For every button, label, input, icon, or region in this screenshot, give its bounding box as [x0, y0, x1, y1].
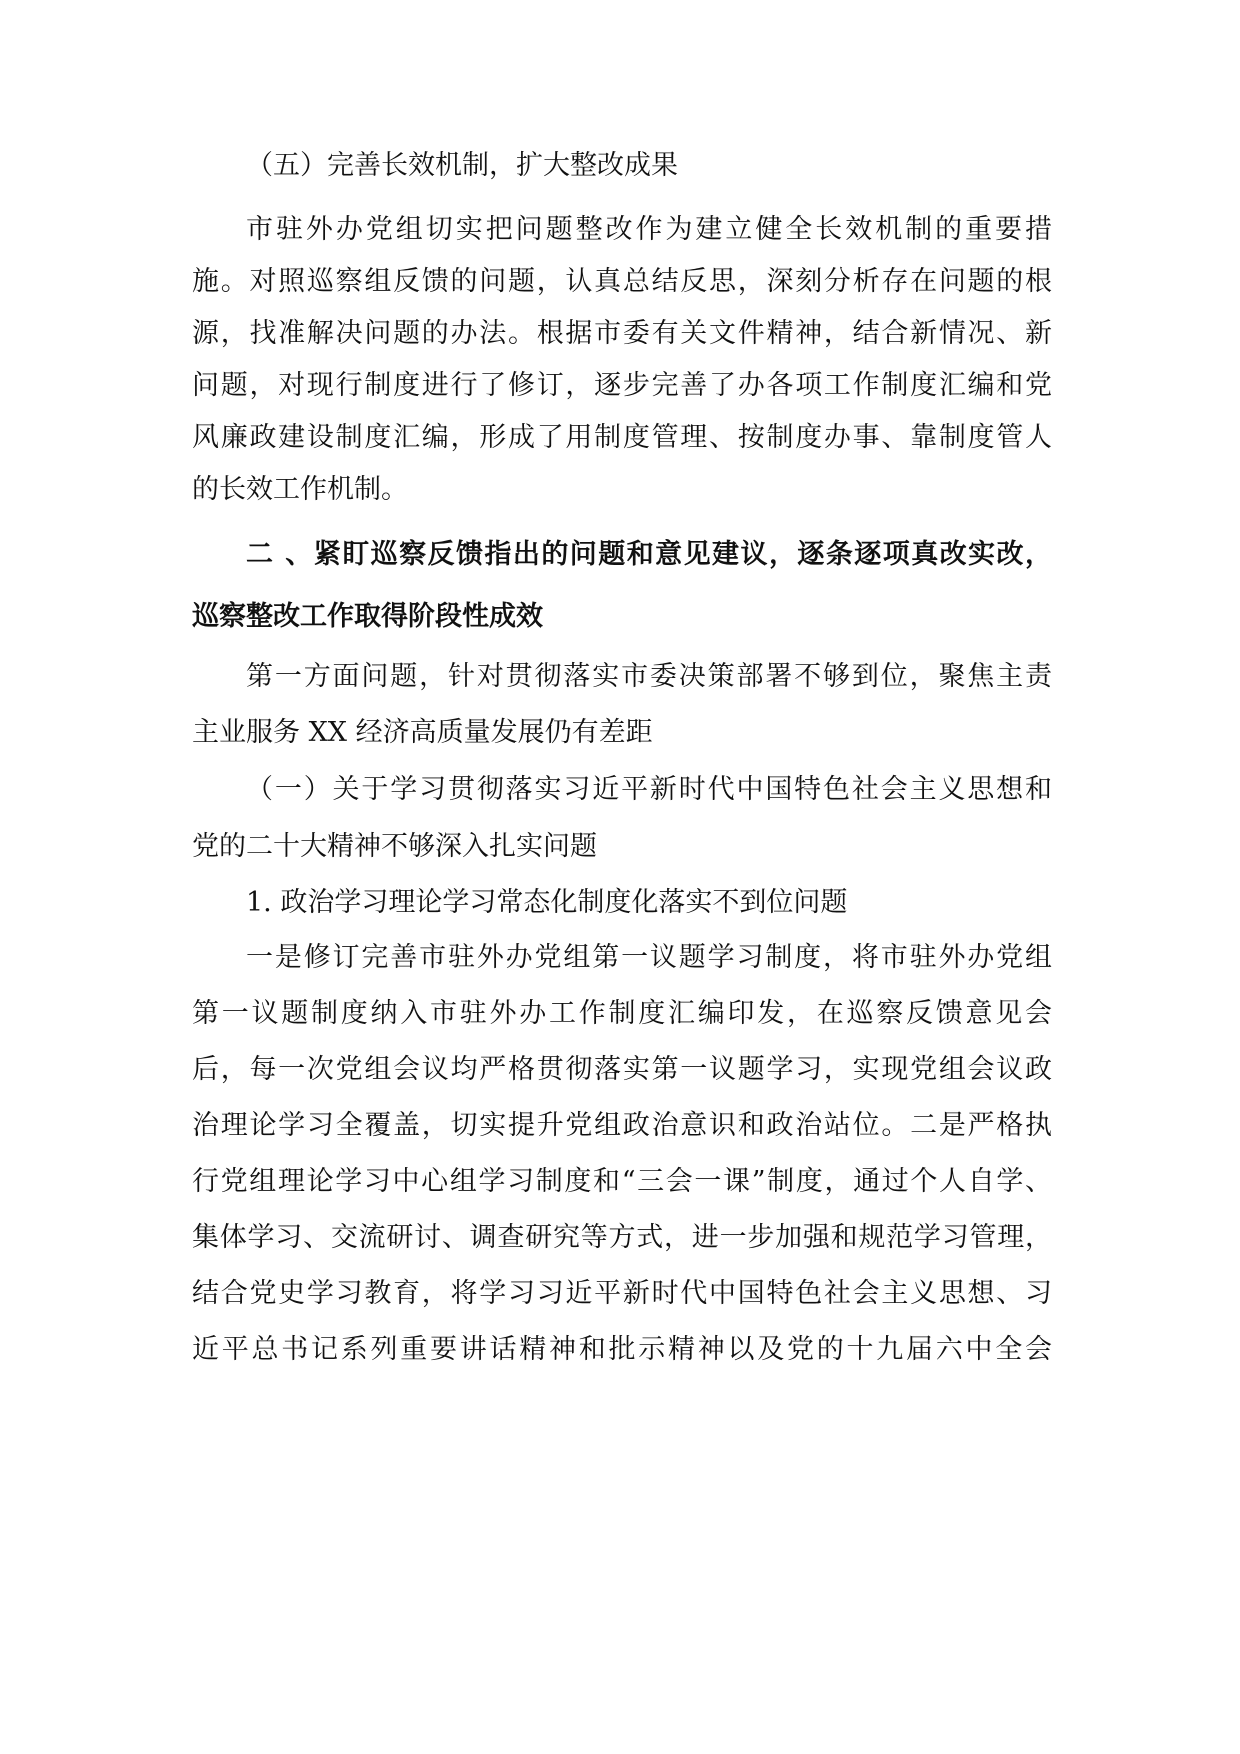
paragraph-line: 源，找准解决问题的办法。根据市委有关文件精神，结合新情况、新: [192, 318, 1052, 349]
subsection-heading-one: （一）关于学习贯彻落实习近平新时代中国特色社会主义思想和: [246, 774, 1052, 805]
paragraph-line: 第一方面问题，针对贯彻落实市委决策部署不够到位，聚焦主责: [246, 661, 1052, 692]
paragraph-line: 一是修订完善市驻外办党组第一议题学习制度，将市驻外办党组: [246, 942, 1052, 973]
section-heading-two: 二 、紧盯巡察反馈指出的问题和意见建议，逐条逐项真改实改，: [246, 539, 1052, 570]
paragraph-line: 治理论学习全覆盖，切实提升党组政治意识和政治站位。二是严格执: [192, 1110, 1052, 1141]
paragraph-line: 风廉政建设制度汇编，形成了用制度管理、按制度办事、靠制度管人: [192, 422, 1052, 453]
paragraph-line: 的长效工作机制。: [192, 474, 408, 505]
item-heading-1: 1. 政治学习理论学习常态化制度化落实不到位问题: [246, 887, 848, 918]
paragraph-line: 近平总书记系列重要讲话精神和批示精神以及党的十九届六中全会: [192, 1334, 1052, 1365]
paragraph-line: 市驻外办党组切实把问题整改作为建立健全长效机制的重要措: [246, 214, 1052, 245]
paragraph-line: 问题，对现行制度进行了修订，逐步完善了办各项工作制度汇编和党: [192, 370, 1052, 401]
paragraph-line: 行党组理论学习中心组学习制度和“三会一课”制度，通过个人自学、: [192, 1166, 1052, 1197]
section-heading-two-cont: 巡察整改工作取得阶段性成效: [192, 601, 543, 632]
paragraph-line: 施。对照巡察组反馈的问题，认真总结反思，深刻分析存在问题的根: [192, 266, 1052, 297]
paragraph-line: 集体学习、交流研讨、调查研究等方式，进一步加强和规范学习管理，: [192, 1222, 1052, 1253]
paragraph-line: 主业服务 XX 经济高质量发展仍有差距: [192, 717, 653, 748]
subsection-heading-five: （五）完善长效机制，扩大整改成果: [246, 150, 678, 181]
paragraph-line: 后，每一次党组会议均严格贯彻落实第一议题学习，实现党组会议政: [192, 1054, 1052, 1085]
paragraph-line: 结合党史学习教育，将学习习近平新时代中国特色社会主义思想、习: [192, 1278, 1052, 1309]
subsection-heading-one-cont: 党的二十大精神不够深入扎实问题: [192, 831, 597, 862]
paragraph-line: 第一议题制度纳入市驻外办工作制度汇编印发，在巡察反馈意见会: [192, 998, 1052, 1029]
